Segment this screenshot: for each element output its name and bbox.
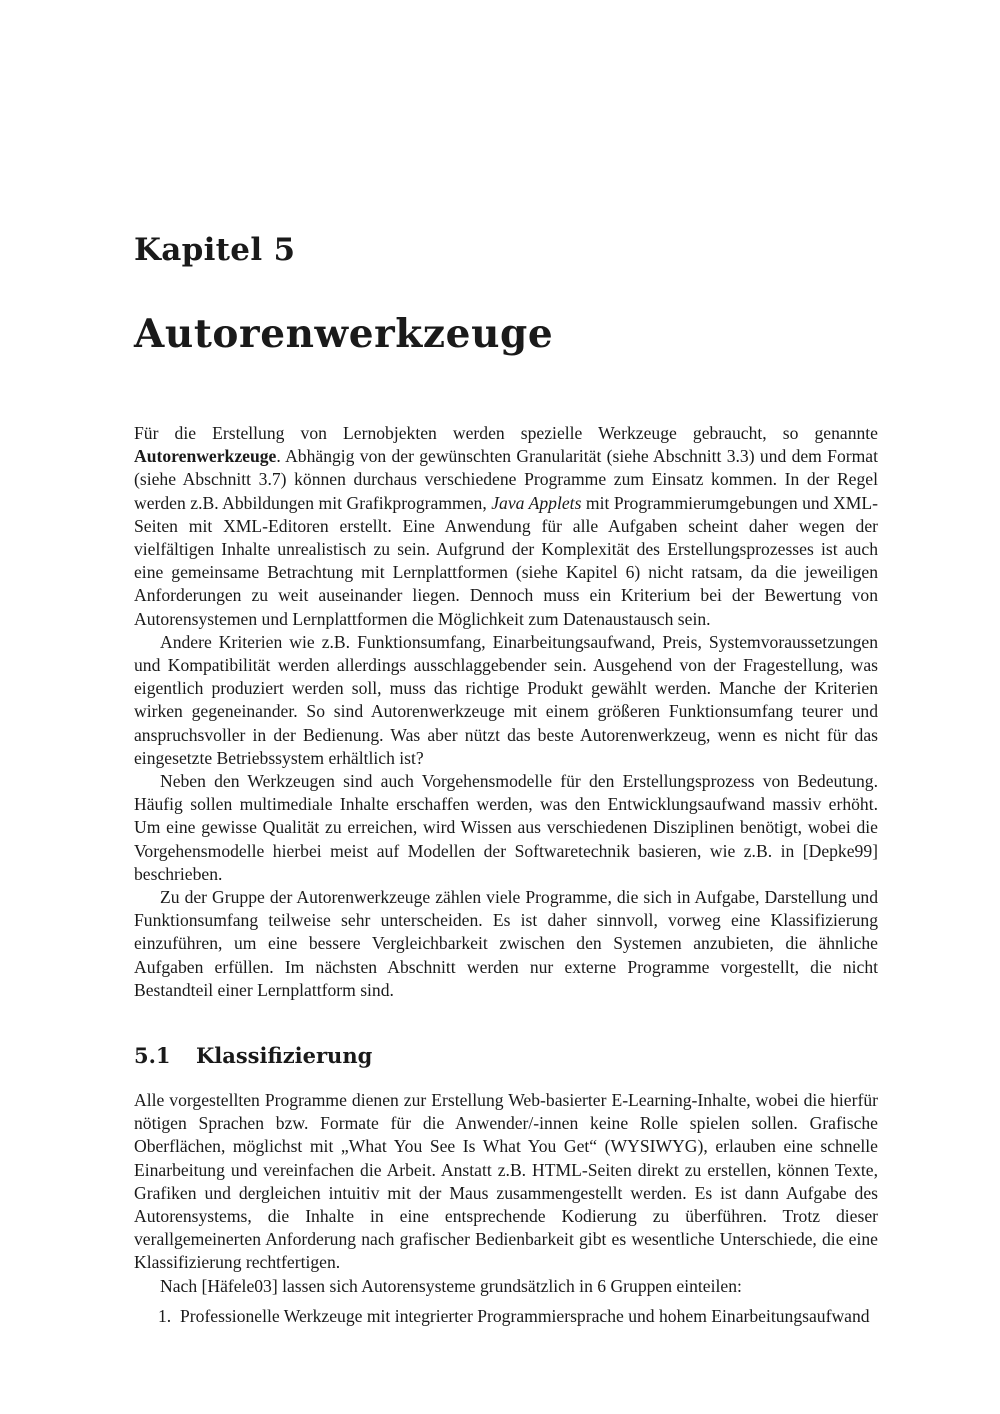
chapter-label: Kapitel 5 <box>134 232 296 268</box>
section-paragraph-2: Nach [Häfele03] lassen sich Autorensysteme grundsätzlich in 6 Gruppen einteilen: <box>160 1275 742 1296</box>
enumeration-list <box>134 1305 878 1328</box>
intro-p1-text-c: mit Programmierumgebungen und XML-Seiten mit XML-Editoren erstellt. Eine Anwendung für alle Aufgaben scheint daher wegen der vielfältigen Inhalte unrealistisch zu sein. Aufgrund der Komplexität des Erstellungsprozesses ist auch eine gemeinsame Betrachtung mit Lernplattformen (siehe Kapitel 6) nicht ratsam, da die jeweiligen Anforderungen zu weit auseinander liegen. Dennoch muss ein Kriterium bei der Bewertung von Autorensystemen und Lernplattformen die Möglichkeit zum Datenaustausch sein. <box>134 492 878 629</box>
intro-p1-bold-term: Autorenwerkzeuge <box>134 446 277 467</box>
section-number: 5.1 <box>134 1043 171 1068</box>
intro-p1-text-a: Für die Erstellung von Lernobjekten werden spezielle Werkzeuge gebraucht, so genannte <box>134 423 878 443</box>
list-item-text: Professionelle Werkzeuge mit integrierter Programmiersprache und hohem Einarbeitungsaufwand <box>180 1306 870 1326</box>
intro-paragraph-1 <box>134 422 878 631</box>
intro-paragraph-3: Neben den Werkzeugen sind auch Vorgehensmodelle für den Erstellungsprozess von Bedeutung. Häufig sollen multimediale Inhalte erschaffen werden, was den Entwicklungsaufwand massiv erhöht. Um eine gewisse Qualität zu erreichen, wird Wissen aus verschiedenen Disziplinen benötigt, wobei die Vorgehensmodelle hierbei meist auf Modellen der Softwaretechnik basieren, wie z.B. in [Depke99] beschrieben. <box>134 771 878 884</box>
section-body <box>134 1089 878 1298</box>
list-item-number: 1. <box>158 1306 172 1326</box>
intro-paragraph-2: Andere Kriterien wie z.B. Funktionsumfang, Einarbeitungsaufwand, Preis, Systemvoraussetzungen und Kompatibilität werden allerdings ausschlaggebender sein. Ausgehend von der Fragestellung, was eigentlich produziert werden soll, muss das richtige Produkt gewählt werden. Manche der Kriterien wirken gegeneinander. So sind Autorenwerkzeuge mit einem größeren Funktionsumfang teurer und anspruchsvoller in der Bedienung. Was aber nützt das beste Autorenwerkzeug, wenn es nicht für das eingesetzte Betriebssystem erhältlich ist? <box>134 631 878 768</box>
section-title: Klassifizierung <box>196 1043 373 1068</box>
intro-p1-italic-term: Java Applets <box>491 492 582 513</box>
intro-p1-text-b: . Abhängig von der gewünschten Granularität (siehe Abschnitt 3.3) und dem Format (siehe Abschnitt 3.7) können durchaus verschiedene Programme zum Einsatz kommen. In der Regel werden z.B. Abbildungen mit Grafikprogrammen, <box>134 446 878 513</box>
section-paragraph-1: Alle vorgestellten Programme dienen zur Erstellung Web-basierter E-Learning-Inhalte, wobei die hierfür nötigen Sprachen bzw. Formate für die Anwender/-innen keine Rolle spielen sollen. Grafische Oberflächen, möglichst mit „What You See Is What You Get“ (WYSIWYG), erlauben eine schnelle Einarbeitung und vereinfachen die Arbeit. Anstatt z.B. HTML-Seiten direkt zu erstellen, können Texte, Grafiken und dergleichen intuitiv mit der Maus zusammengestellt werden. Es ist dann Aufgabe des Autorensystems, die Inhalte in eine entsprechende Kodierung zu überführen. Trotz dieser verallgemeinerten Anforderung nach grafischer Bedienbarkeit gibt es wesentliche Unterschiede, die eine Klassifizierung rechtfertigen. <box>134 1090 878 1273</box>
chapter-intro <box>134 422 878 1002</box>
intro-paragraph-4: Zu der Gruppe der Autorenwerkzeuge zählen viele Programme, die sich in Aufgabe, Darstellung und Funktionsumfang teilweise sehr unterscheiden. Es ist daher sinnvoll, vorweg eine Klassifizierung einzuführen, um eine bessere Vergleichbarkeit zwischen den Systemen anzubieten, die ähnliche Aufgaben erfüllen. Im nächsten Abschnitt werden nur externe Programme vorgestellt, die nicht Bestandteil einer Lernplattform sind. <box>134 887 878 1000</box>
section-heading <box>134 1043 372 1068</box>
list-item <box>134 1305 878 1328</box>
chapter-title: Autorenwerkzeuge <box>134 311 554 357</box>
